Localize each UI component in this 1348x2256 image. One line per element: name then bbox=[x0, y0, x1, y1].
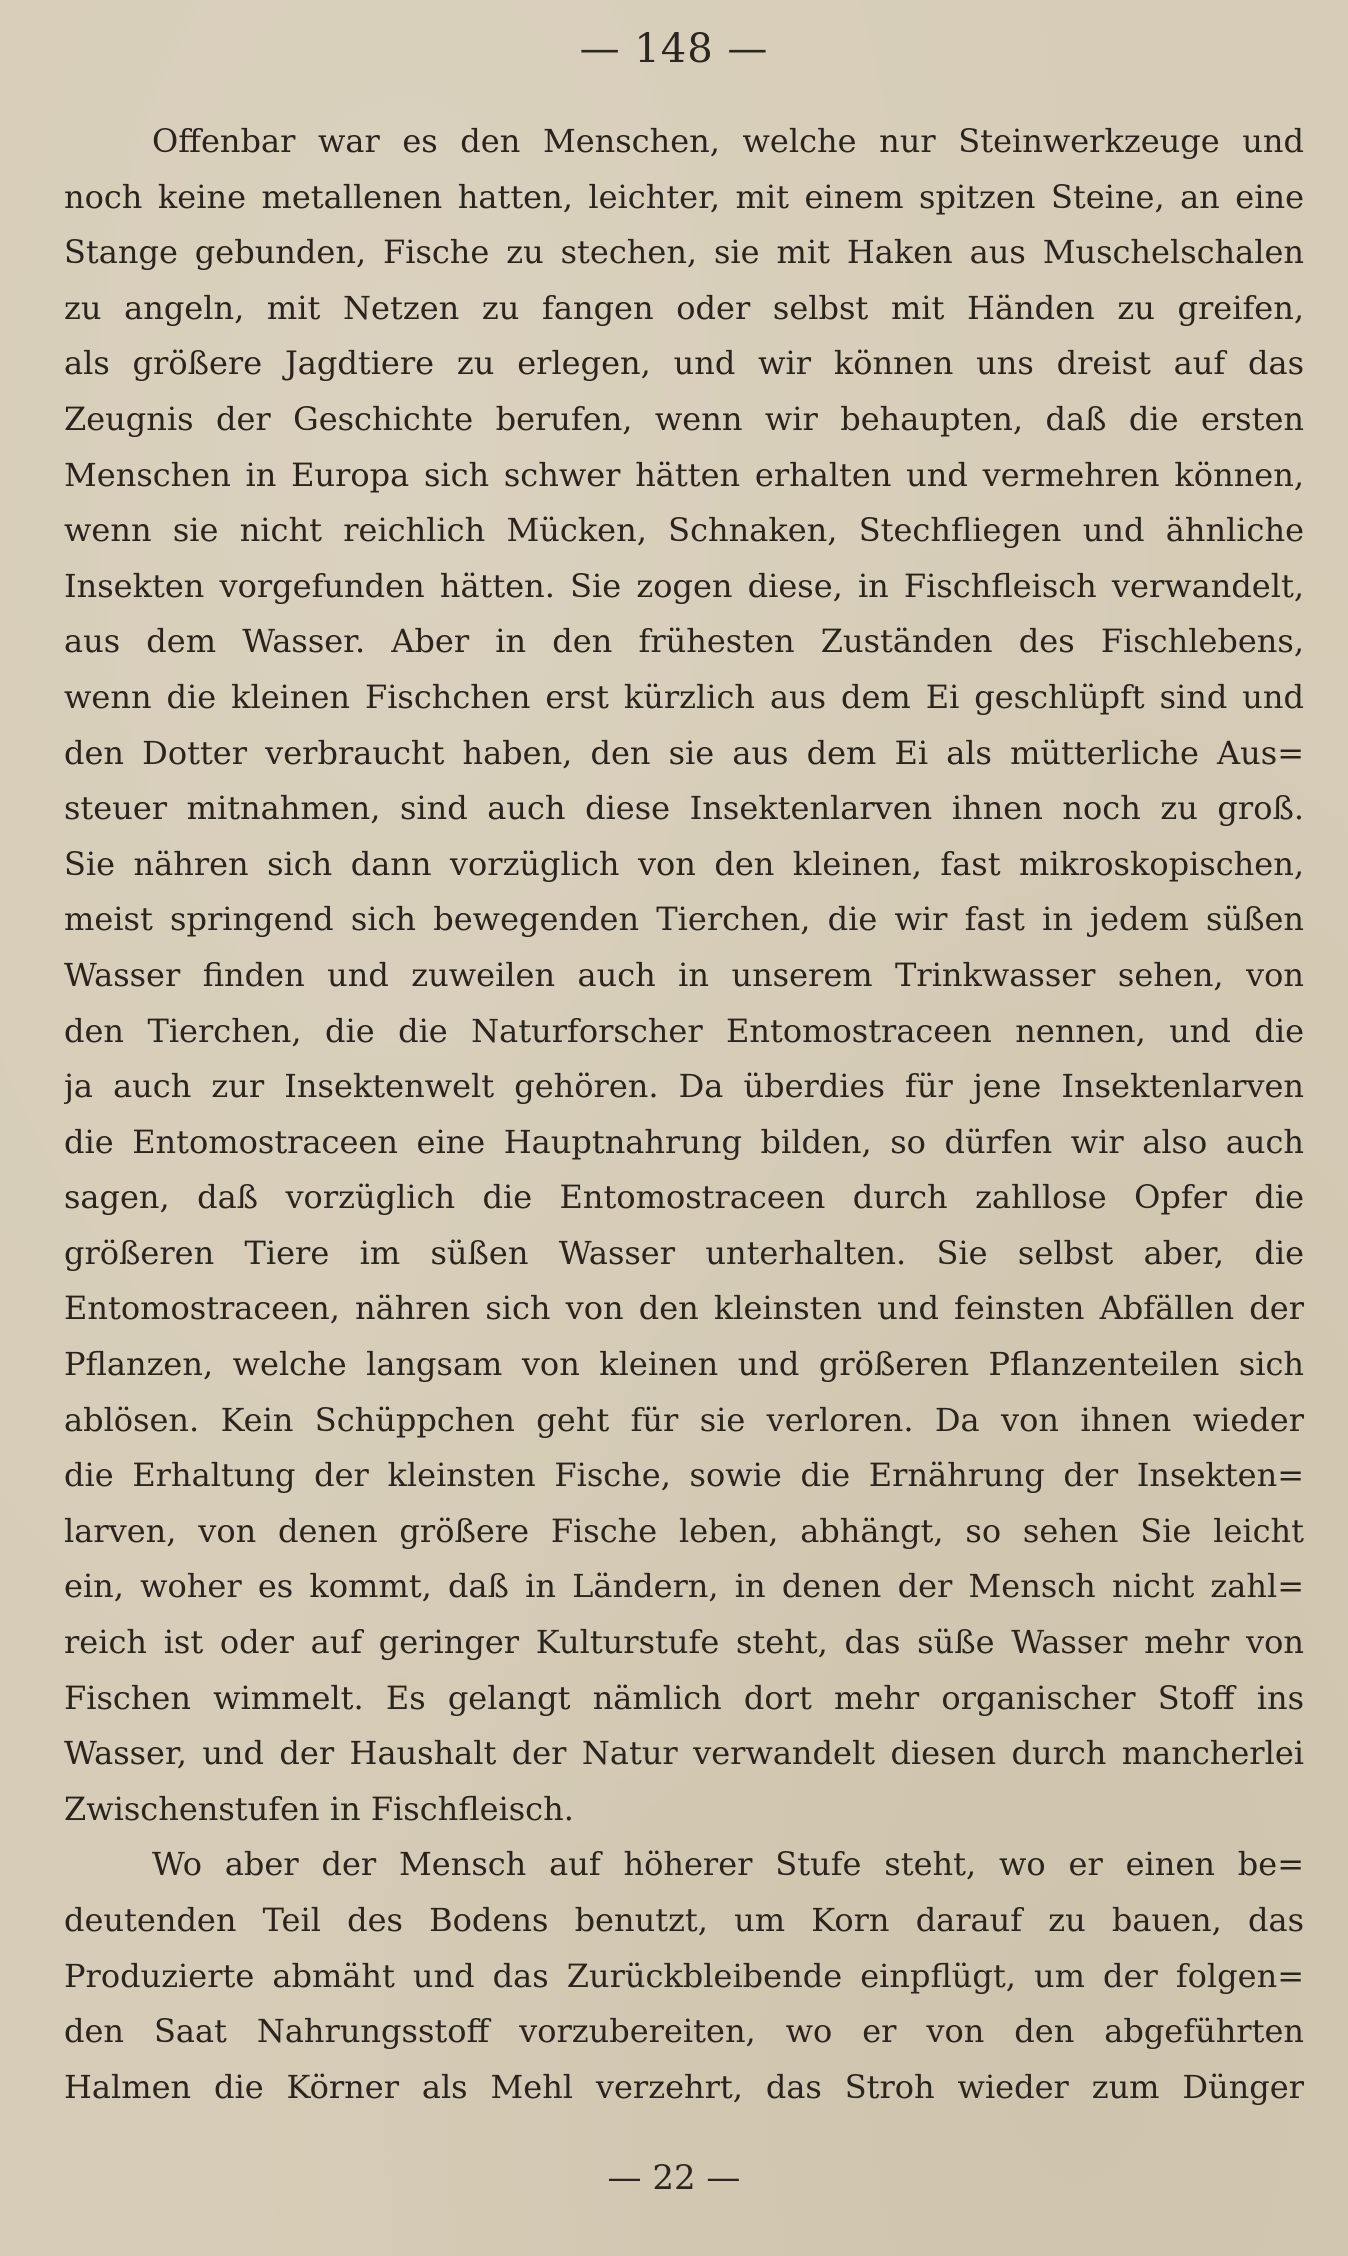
text-line: Stange gebunden, Fische zu stechen, sie mit Haken aus Muschelschalen bbox=[64, 233, 1304, 272]
text-line: larven, von denen größere Fische leben, abhängt, so sehen Sie leicht bbox=[64, 1511, 1304, 1550]
text-line: sagen, daß vorzüglich die Entomostraceen durch zahllose Opfer die bbox=[64, 1178, 1304, 1217]
text-line: größeren Tiere im süßen Wasser unterhalten. Sie selbst aber, die bbox=[64, 1233, 1304, 1272]
text-line: Zwischenstufen in Fischfleisch. bbox=[64, 1789, 574, 1828]
text-line: wenn sie nicht reichlich Mücken, Schnaken, Stechfliegen und ähnliche bbox=[64, 511, 1304, 550]
text-line: Halmen die Körner als Mehl verzehrt, das Stroh wieder zum Dünger bbox=[64, 2067, 1304, 2106]
text-line: den Tierchen, die die Naturforscher Entomostraceen nennen, und die bbox=[64, 1011, 1304, 1050]
text-line: Wasser, und der Haushalt der Natur verwandelt diesen durch mancherlei bbox=[64, 1734, 1304, 1773]
text-line: die Erhaltung der kleinsten Fische, sowie die Ernährung der Insekten= bbox=[64, 1456, 1304, 1495]
text-line: wenn die kleinen Fischchen erst kürzlich aus dem Ei geschlüpft sind und bbox=[64, 677, 1304, 716]
text-line: noch keine metallenen hatten, leichter, mit einem spitzen Steine, an eine bbox=[64, 177, 1304, 216]
text-line: aus dem Wasser. Aber in den frühesten Zuständen des Fischlebens, bbox=[64, 622, 1304, 661]
text-line: ja auch zur Insektenwelt gehören. Da überdies für jene Insektenlarven bbox=[64, 1067, 1304, 1106]
text-line: Insekten vorgefunden hätten. Sie zogen diese, in Fischfleisch verwandelt, bbox=[64, 566, 1304, 605]
text-line: Wasser finden und zuweilen auch in unserem Trinkwasser sehen, von bbox=[64, 955, 1304, 994]
text-line: meist springend sich bewegenden Tierchen, die wir fast in jedem süßen bbox=[64, 900, 1304, 939]
text-line: Produzierte abmäht und das Zurückbleibende einpflügt, um der folgen= bbox=[64, 1956, 1304, 1995]
text-line: die Entomostraceen eine Hauptnahrung bilden, so dürfen wir also auch bbox=[64, 1122, 1304, 1161]
text-line: Menschen in Europa sich schwer hätten erhalten und vermehren können, bbox=[64, 455, 1304, 494]
paragraph-2 bbox=[64, 1837, 1304, 2115]
text-line: ablösen. Kein Schüppchen geht für sie verloren. Da von ihnen wieder bbox=[64, 1400, 1304, 1439]
text-line: Fischen wimmelt. Es gelangt nämlich dort mehr organischer Stoff ins bbox=[64, 1678, 1304, 1717]
text-line: den Saat Nahrungsstoff vorzubereiten, wo er von den abgeführten bbox=[64, 2012, 1304, 2051]
text-line: Wo aber der Mensch auf höherer Stufe steht, wo er einen be= bbox=[152, 1845, 1304, 1884]
text-line: den Dotter verbraucht haben, den sie aus dem Ei als mütterliche Aus= bbox=[64, 733, 1304, 772]
text-line: steuer mitnahmen, sind auch diese Insektenlarven ihnen noch zu groß. bbox=[64, 789, 1304, 828]
text-line: Zeugnis der Geschichte berufen, wenn wir behaupten, daß die ersten bbox=[64, 399, 1304, 438]
page-number: — 148 — bbox=[579, 26, 769, 72]
text-line: reich ist oder auf geringer Kulturstufe steht, das süße Wasser mehr von bbox=[64, 1623, 1304, 1662]
paragraph-1 bbox=[64, 114, 1304, 1837]
text-line: Offenbar war es den Menschen, welche nur Steinwerkzeuge und bbox=[152, 122, 1304, 160]
body-text bbox=[64, 114, 1304, 2115]
text-line: Entomostraceen, nähren sich von den kleinsten und feinsten Abfällen der bbox=[64, 1289, 1304, 1328]
text-line: Pflanzen, welche langsam von kleinen und größeren Pflanzenteilen sich bbox=[64, 1345, 1304, 1384]
text-line: als größere Jagdtiere zu erlegen, und wir können uns dreist auf das bbox=[64, 344, 1304, 383]
signature-mark: — 22 — bbox=[607, 2158, 741, 2198]
text-line: Sie nähren sich dann vorzüglich von den kleinen, fast mikroskopischen, bbox=[64, 844, 1304, 883]
text-line: deutenden Teil des Bodens benutzt, um Korn darauf zu bauen, das bbox=[64, 1901, 1304, 1939]
text-line: zu angeln, mit Netzen zu fangen oder selbst mit Händen zu greifen, bbox=[64, 288, 1304, 327]
text-line: ein, woher es kommt, daß in Ländern, in denen der Mensch nicht zahl= bbox=[64, 1567, 1304, 1606]
